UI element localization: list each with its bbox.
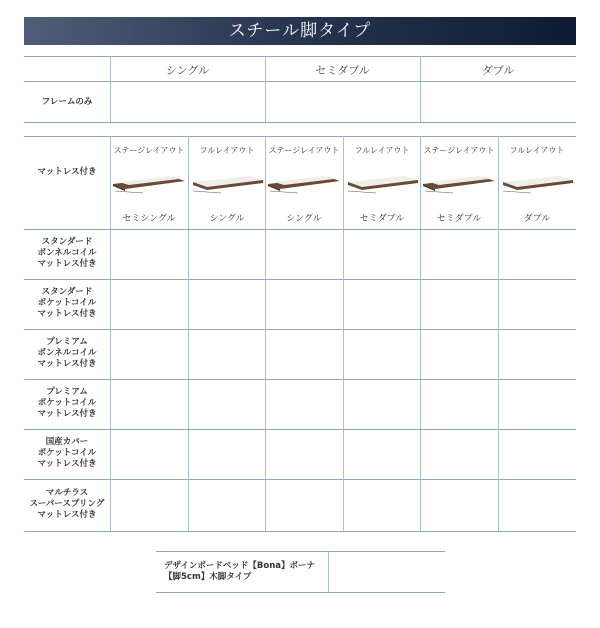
bed-illustration: [423, 172, 495, 194]
header-size-single: シングル: [165, 64, 210, 77]
table1-bottom-border: [24, 122, 576, 123]
row-label-premium-pocket: プレミアム ポケットコイル マットレス付き: [37, 387, 97, 419]
row-label-multilath-super-spring: マルチラス スーパースプリング マットレス付き: [29, 488, 105, 520]
bed-size-label: ダブル: [523, 214, 551, 224]
bed-illustration: [191, 172, 263, 194]
table2-row-divider: [24, 479, 576, 480]
footer-col-divider: [328, 551, 329, 592]
table2-col-divider: [110, 136, 111, 531]
mattress-row-label: マットレス付き: [37, 167, 97, 177]
page-title: スチール脚タイプ: [228, 21, 372, 41]
table2-row-divider: [24, 429, 576, 430]
footer-product-link[interactable]: デザインボードベッド【Bona】ボーナ 【脚5cm】木脚タイプ: [164, 561, 316, 582]
row-label-standard-pocket: スタンダード ポケットコイル マットレス付き: [37, 287, 97, 319]
row-label-domestic-cover-pocket: 国産カバー ポケットコイル マットレス付き: [37, 437, 97, 469]
table2-bottom-border: [24, 531, 576, 532]
bed-illustration: [501, 172, 573, 194]
layout-type-label: ステージレイアウト: [113, 146, 185, 155]
row-label-standard-bonnell: スタンダード ボンネルコイル マットレス付き: [37, 237, 97, 269]
layout-type-label: フルレイアウト: [354, 146, 410, 155]
table2-top-border: [24, 136, 576, 137]
header-size-double: ダブル: [481, 64, 515, 77]
bed-illustration: [113, 172, 185, 194]
table2-col-divider: [188, 136, 189, 531]
layout-type-label: フルレイアウト: [509, 146, 565, 155]
table2-row-divider: [24, 279, 576, 280]
layout-type-label: フルレイアウト: [199, 146, 255, 155]
row-label-premium-bonnell: プレミアム ボンネルコイル マットレス付き: [37, 337, 97, 369]
frame-only-label: フレームのみ: [41, 97, 93, 107]
table2-col-divider: [265, 136, 266, 531]
layout-type-label: ステージレイアウト: [423, 146, 495, 155]
bed-size-label: シングル: [286, 214, 322, 224]
bed-size-label: セミダブル: [436, 214, 482, 224]
bed-size-label: シングル: [209, 214, 245, 224]
footer-top-border: [156, 551, 445, 552]
table2-col-divider: [498, 136, 499, 531]
bed-size-label: セミシングル: [122, 214, 176, 224]
table1-top-border: [24, 56, 576, 57]
table2-row-divider: [24, 329, 576, 330]
bed-size-label: セミダブル: [359, 214, 405, 224]
header-size-semidouble: セミダブル: [315, 64, 370, 77]
title-banner: [24, 17, 576, 45]
bed-illustration: [268, 172, 340, 194]
table2-col-divider: [343, 136, 344, 531]
table2-row-divider: [24, 229, 576, 230]
table2-row-divider: [24, 379, 576, 380]
footer-bottom-border: [156, 592, 445, 593]
layout-type-label: ステージレイアウト: [268, 146, 340, 155]
bed-illustration: [346, 172, 418, 194]
table2-col-divider: [420, 136, 421, 531]
table1-header-divider: [24, 81, 576, 82]
